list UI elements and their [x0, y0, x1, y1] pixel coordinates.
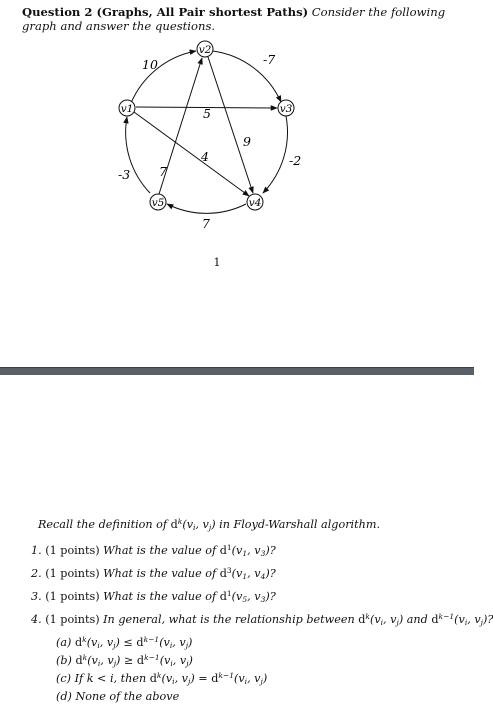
weight-v3-v4: -2 [289, 153, 302, 168]
page-1 [0, 0, 474, 368]
intro-suffix: in Floyd-Warshall algorithm. [219, 518, 380, 531]
weight-v2-v4: 9 [243, 134, 251, 149]
question-title: Question 2 (Graphs, All Pair shortest Paths) [22, 5, 309, 19]
q4-formula-a: $d^k(v_i$, $v_j$) [358, 612, 404, 627]
option-c-prefix: If [74, 672, 84, 685]
intro-prefix: Recall the definition of [38, 518, 168, 531]
option-b-formula: $d^k(v_i$, $v_j) \ge d^{k-1}(v_i$, $v_j$) [75, 653, 193, 668]
weight-v4-v5: 7 [202, 216, 210, 231]
option-c-formula: $d^k(v_i$, $v_j) = d^{k-1}(v_i$, $v_j$) [149, 671, 268, 686]
option-a-label: (a) [56, 636, 72, 649]
weight-v1-v2: 10 [142, 57, 158, 72]
intro-formula: $d^k(v_i$, $v_j$) [170, 517, 216, 532]
option-c-then: then [120, 672, 147, 685]
question-instruction: Consider the following graph and answer the questions. [22, 5, 446, 33]
option-c [56, 672, 267, 686]
q1-number: 1. [31, 544, 42, 557]
q4-formula-b: $d^{k-1}(v_i$, $v_j$)? [431, 612, 493, 627]
graph-diagram [0, 0, 474, 260]
node-v3 [278, 100, 294, 116]
option-c-condition: k < i, [86, 672, 118, 685]
q2-points: (1 points) [45, 567, 100, 580]
q3-points: (1 points) [45, 590, 100, 603]
weight-v5-v2: 7 [159, 164, 167, 179]
edge-v2-v4 [208, 57, 253, 193]
q4-number: 4. [31, 613, 42, 626]
q4-and: and [406, 613, 428, 626]
q3-formula: $d^1(v_5$, $v_3$)? [219, 589, 276, 604]
node-v1 [119, 100, 135, 116]
q1-points: (1 points) [45, 544, 100, 557]
option-d-text: None of the above [75, 690, 180, 703]
q2-text: What is the value of [103, 567, 217, 580]
q3-number: 3. [31, 590, 42, 603]
q1-formula: $d^1(v_1$, $v_3$)? [219, 543, 276, 558]
question-item-3 [31, 590, 276, 604]
node-v1-label: v1 [120, 103, 134, 115]
intro-line [38, 518, 380, 532]
weight-v1-v3: 5 [203, 106, 211, 121]
page-number: 1 [213, 256, 221, 269]
option-c-label: (c) [56, 672, 71, 685]
option-d [56, 690, 179, 704]
node-v5 [150, 194, 166, 210]
node-v2-label: v2 [198, 44, 212, 56]
question-item-4 [31, 613, 493, 627]
q2-formula: $d^3(v_1$, $v_4$)? [219, 566, 276, 581]
node-v5-label: v5 [151, 197, 165, 209]
node-v3-label: v3 [279, 103, 293, 115]
edge-v1-v2 [131, 51, 196, 103]
q4-text: In general, what is the relationship between [103, 613, 355, 626]
edge-v1-v4 [134, 112, 249, 196]
weight-v5-v1: -3 [118, 167, 131, 182]
weight-v2-v3: -7 [263, 52, 276, 67]
question-item-2 [31, 567, 276, 581]
option-a-formula: $d^k(v_i$, $v_j) \le d^{k-1}(v_i$, $v_j$) [74, 635, 193, 650]
node-v4 [247, 194, 263, 210]
edge-v3-v4 [263, 116, 287, 193]
node-v2 [197, 41, 213, 57]
q1-text: What is the value of [103, 544, 217, 557]
option-b-label: (b) [56, 654, 72, 667]
edge-v4-v5 [167, 204, 246, 213]
option-d-label: (d) [56, 690, 72, 703]
weight-v1-v4: 4 [201, 149, 209, 164]
option-a [56, 636, 192, 650]
option-b [56, 654, 193, 668]
node-v4-label: v4 [248, 197, 262, 209]
q4-points: (1 points) [45, 613, 100, 626]
q2-number: 2. [31, 567, 42, 580]
question-item-1 [31, 544, 276, 558]
q3-text: What is the value of [103, 590, 217, 603]
